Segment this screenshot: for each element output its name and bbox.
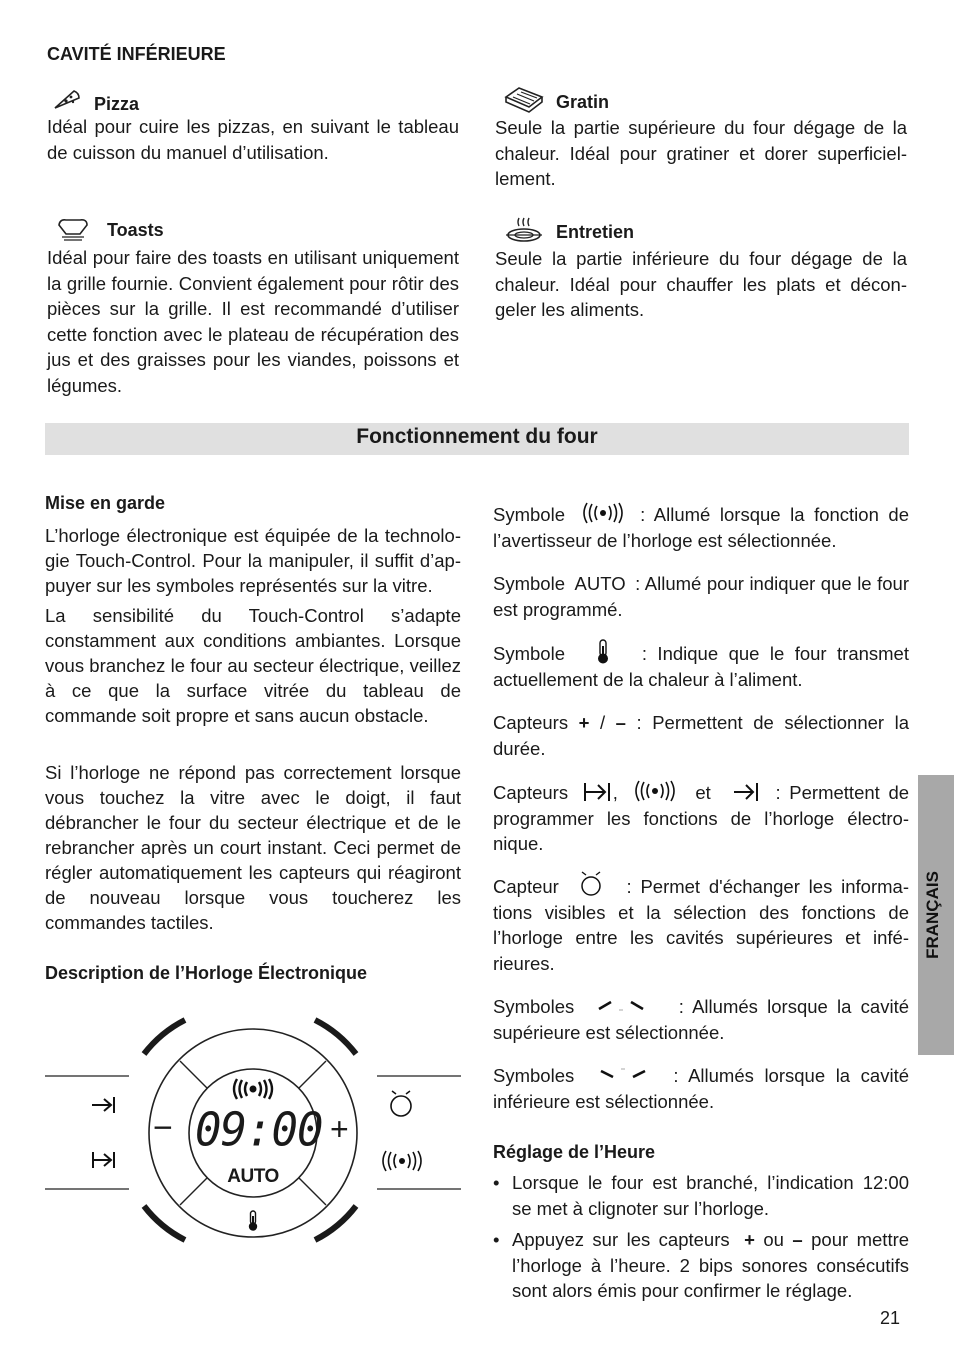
s4-separator: / xyxy=(599,712,606,733)
warming-dish-icon xyxy=(504,215,544,245)
cavity-switch-symbol-icon xyxy=(578,869,604,899)
gratin-title: Gratin xyxy=(556,92,610,112)
s6-prefix: Capteur xyxy=(493,876,559,897)
thermometer-symbol-icon xyxy=(595,639,611,665)
s5-text: : Permettent de programmer les fonctions de l’horloge électronique. xyxy=(493,782,910,854)
s8-prefix: Symboles xyxy=(493,1065,575,1086)
mise-en-garde-p1: L’horloge électronique est équipée de la technologie Touch-Control. Pour la manipuler, il suffit d’appuyer sur les symboles représentés sur la vitre. xyxy=(45,525,461,596)
s5-comma: , xyxy=(612,782,618,803)
toast-icon xyxy=(56,216,90,242)
s4-prefix: Capteurs xyxy=(493,712,569,733)
bullet-dot: • xyxy=(493,1172,500,1193)
gratin-description: Seule la partie supérieure du four dégage de la chaleur. Idéal pour gratiner et dorer superficiellement. xyxy=(495,117,907,189)
toasts-title: Toasts xyxy=(107,220,164,240)
s6-text: : Permet d'échanger les informations visibles et la sélection des fonctions de l’horloge entre les cavités supérieures et inférieures. xyxy=(493,876,910,974)
s1-prefix: Symbole xyxy=(493,504,565,525)
end-time-symbol-icon xyxy=(733,782,761,802)
plus-symbol: + xyxy=(578,712,590,733)
pizza-description: Idéal pour cuire les pizzas, en suivant le tableau de cuisson du manuel d’utilisation. xyxy=(47,116,459,163)
pizza-icon xyxy=(52,88,82,110)
page-number: 21 xyxy=(880,1308,901,1328)
symbol-auto-paragraph xyxy=(493,571,909,622)
end-time-sensor-icon[interactable] xyxy=(91,1096,117,1114)
duration-symbol-icon xyxy=(583,782,613,802)
plus-sensor[interactable]: + xyxy=(330,1111,349,1147)
pizza-title: Pizza xyxy=(94,94,140,114)
b2-minus: – xyxy=(792,1229,803,1250)
auto-symbol: AUTO xyxy=(574,573,626,594)
clock-time-display: 09:00 xyxy=(195,1103,323,1158)
section-header: CAVITÉ INFÉRIEURE xyxy=(47,44,226,64)
clock-diagram xyxy=(45,1010,461,1250)
entretien-title: Entretien xyxy=(556,222,635,242)
sensors-program-paragraph xyxy=(493,780,909,857)
s3-text: : Indique que le four transmet actuellement de la chaleur à l’aliment. xyxy=(493,643,909,690)
minus-sensor[interactable]: − xyxy=(153,1109,173,1147)
sensors-plus-minus-paragraph xyxy=(493,710,909,761)
s8-text: : Allumés lorsque la cavité inférieure est sélectionnée. xyxy=(493,1065,909,1112)
language-tab-label: FRANÇAIS xyxy=(923,871,942,959)
b2-prefix: Appuyez sur les capteurs xyxy=(512,1229,730,1250)
s2-text: : Allumé pour indiquer que le four est programmé. xyxy=(493,573,910,620)
duration-sensor-icon[interactable] xyxy=(91,1151,117,1169)
section-band xyxy=(45,423,909,455)
thermometer-indicator-icon xyxy=(246,1210,260,1232)
symbols-upper-paragraph xyxy=(493,994,909,1045)
bullet-dot: • xyxy=(493,1229,500,1250)
gratin-icon xyxy=(503,85,545,115)
mise-en-garde-p2: La sensibilité du Touch-Control s’adapte constamment aux conditions ambiantes. Lorsque vous branchez le four au secteur électrique, veillez à ce que la surface vitrée du tableau de commande soit propre et sans aucun obstacle. xyxy=(45,605,461,726)
bullet-text-2 xyxy=(512,1227,909,1304)
upper-cavity-symbol-icon xyxy=(597,998,645,1012)
mise-en-garde-p3: Si l’horloge ne répond pas correctement lorsque vous touchez la vitre avec le doigt, il faut débrancher le four du secteur électrique et de le rebrancher après un court instant. Ceci permet de régler automatiquement les capteurs qui réagiront de nouveau lorsque vous toucherez les commandes tactiles. xyxy=(45,762,461,933)
cavity-switch-sensor-icon[interactable] xyxy=(387,1087,415,1121)
s7-prefix: Symboles xyxy=(493,996,575,1017)
alarm-sensor-icon[interactable] xyxy=(381,1150,423,1172)
bullet-text-1: Lorsque le four est branché, l’indication 12:00 se met à clignoter sur l’horloge. xyxy=(512,1172,909,1219)
entretien-description: Seule la partie inférieure du four dégage de la chaleur. Idéal pour chauffer les plats et décongeler les aliments. xyxy=(495,248,907,320)
description-title: Description de l’Horloge Électronique xyxy=(45,963,368,983)
lower-cavity-symbol-icon xyxy=(599,1067,647,1081)
s5-prefix: Capteurs xyxy=(493,782,569,803)
bullet-item-2 xyxy=(493,1227,909,1304)
symbol-thermometer-paragraph xyxy=(493,641,909,692)
bullet-item-1 xyxy=(493,1170,909,1221)
section-title: Fonctionnement du four xyxy=(356,425,598,448)
mise-en-garde-title: Mise en garde xyxy=(45,493,166,513)
alarm-indicator-icon xyxy=(232,1078,274,1100)
symbol-alarm-paragraph xyxy=(493,502,909,553)
reglage-title: Réglage de l’Heure xyxy=(493,1142,656,1162)
s4-text: : Permettent de sélectionner la durée. xyxy=(493,712,910,759)
alarm-sensor-symbol-icon xyxy=(633,779,677,803)
s7-text: : Allumés lorsque la cavité supérieure est sélectionnée. xyxy=(493,996,910,1043)
toasts-description: Idéal pour faire des toasts en utilisant uniquement la grille fournie. Convient également pour rôtir des pièces sur la grille. Il est recommandé d’utiliser cette fonction avec le plateau de récupération des jus et des graisses pour les viandes, poissons et légumes. xyxy=(47,247,459,396)
b2-text: pour mettre l’horloge à l’heure. 2 bips sonores consécutifs sont alors émis pour confirmer le réglage. xyxy=(512,1229,910,1301)
s3-prefix: Symbole xyxy=(493,643,565,664)
alarm-symbol-icon xyxy=(581,501,625,525)
sensor-cavity-paragraph xyxy=(493,874,909,976)
b2-plus: + xyxy=(744,1229,755,1250)
b2-or: ou xyxy=(763,1229,784,1250)
s2-prefix: Symbole xyxy=(493,573,565,594)
minus-symbol: – xyxy=(615,712,626,733)
symbols-lower-paragraph xyxy=(493,1063,909,1114)
s5-and: et xyxy=(695,782,711,803)
s1-text: : Allumé lorsque la fonction de l’avertisseur de l’horloge est sélectionnée. xyxy=(493,504,909,551)
auto-indicator: AUTO xyxy=(227,1166,279,1187)
